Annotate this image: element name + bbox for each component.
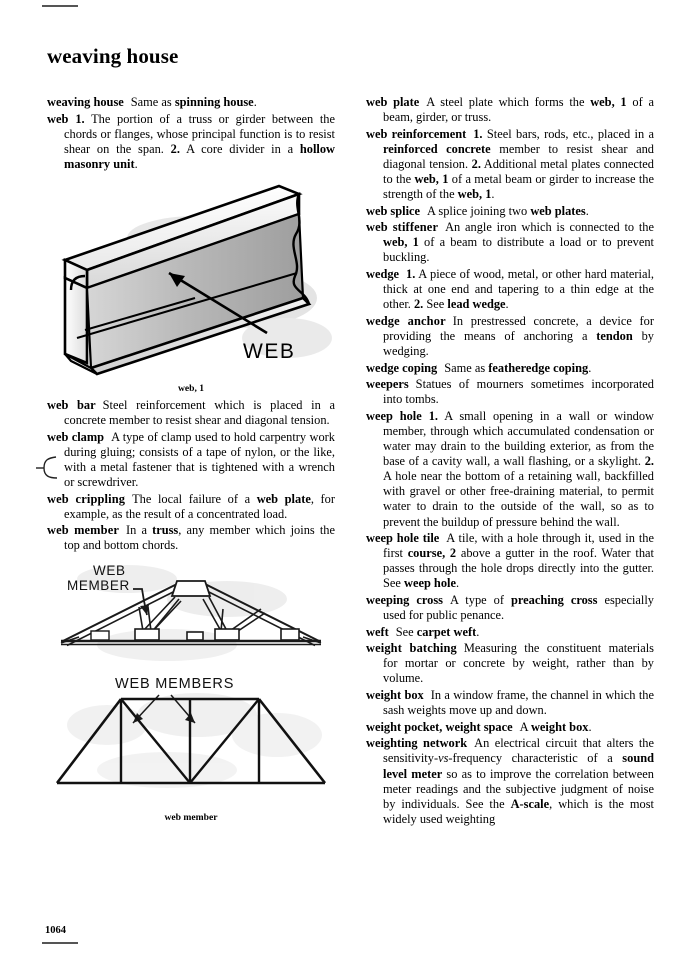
definition: An electrical circuit that alters the sensitivity-vs-frequency characteristic of a sound level meter so as to improve the correlation between meter readings and the subjective judgment of noise by individuals. See the A-scale, which is the most widely used weighting <box>383 736 655 826</box>
entry-weeping-cross <box>366 593 654 623</box>
entry-web-splice <box>366 204 654 219</box>
entry-weep-hole <box>366 409 654 530</box>
web-label: WEB <box>93 563 126 579</box>
left-column <box>47 95 335 824</box>
entry-weepers <box>366 377 654 407</box>
headword: weft <box>366 624 389 639</box>
headword: web bar <box>47 397 96 412</box>
entry-web-member <box>47 523 335 553</box>
definition: Same as spinning house. <box>130 95 257 109</box>
member-label: MEMBER <box>67 578 130 594</box>
entry-web-reinforcement <box>366 127 654 202</box>
entry-weft <box>366 625 654 640</box>
entry-web-plate <box>366 95 654 125</box>
headword: weepers <box>366 377 409 392</box>
headword: weep hole tile <box>366 531 440 546</box>
entry-web-clamp <box>47 430 335 490</box>
definition: See carpet weft. <box>395 624 480 639</box>
entry-web-crippling <box>47 492 335 522</box>
roof-truss-drawing <box>47 559 335 667</box>
crop-mark-bottom <box>42 942 78 944</box>
headword: weighting network <box>366 736 468 751</box>
definition: An angle iron which is connected to the web, 1 of a beam to distribute a load or to prevent buckling. <box>383 220 655 265</box>
channel-beam-drawing <box>47 178 335 378</box>
entry-web-stiffener <box>366 220 654 265</box>
definition: 1. A small opening in a wall or window member, through which accumulated condensation or water may drain to the building exterior, as from the base of a cavity wall, a wall flashing, or a skylight. 2. A hole near the bottom of a retaining wall, backfilled with gravel or other free-draining material, to permit water to drain to the outside of the wall, so as to prevent the buildup of pressure behind the wall. <box>383 408 654 529</box>
figure-flat-truss <box>47 675 335 824</box>
headword: web <box>47 111 69 126</box>
entry-weight-batching <box>366 641 654 686</box>
entry-weight-box <box>366 688 654 718</box>
figure-caption: web member <box>164 812 218 824</box>
headword: wedge <box>366 267 400 282</box>
entry-weep-hole-tile <box>366 531 654 591</box>
headword: web stiffener <box>366 220 439 235</box>
definition: A steel plate which forms the web, 1 of a beam, girder, or truss. <box>383 95 654 125</box>
entry-wedge <box>366 267 654 312</box>
headword: web clamp <box>47 429 105 444</box>
headword: web crippling <box>47 491 126 506</box>
headword: web reinforcement <box>366 126 467 141</box>
headword: weeping cross <box>366 593 444 607</box>
entry-weaving-house <box>47 95 335 110</box>
entry-web <box>47 112 335 172</box>
definition: 1. A piece of wood, metal, or other hard material, thick at one end and tapering to a thin edge at the other. 2. See lead wedge. <box>383 267 654 312</box>
web-members-label: WEB MEMBERS <box>115 676 235 693</box>
definition: Measuring the constituent materials for mortar or concrete by weight, rather than by volume. <box>383 641 654 686</box>
page-title: weaving house <box>47 44 179 68</box>
entry-wedge-coping <box>366 361 654 376</box>
definition: In a window frame, the channel in which the sash weights move up and down. <box>383 688 654 718</box>
headword: wedge coping <box>366 360 438 375</box>
definition: A splice joining two web plates. <box>427 203 589 218</box>
definition: 1. Steel bars, rods, etc., placed in a reinforced concrete member to resist shear and diagonal tension. 2. Additional metal plates connected to the web, 1 of a metal beam or girder to increase the strength of the web, 1. <box>383 126 654 202</box>
crop-mark-top <box>42 5 78 7</box>
headword: weight box <box>366 688 424 703</box>
headword: weight pocket, weight space <box>366 719 513 734</box>
definition: Same as featheredge coping. <box>444 360 592 375</box>
figure-web-1 <box>47 178 335 394</box>
headword: weep hole <box>366 408 422 423</box>
headword: web plate <box>366 95 420 109</box>
headword: weight batching <box>366 641 457 656</box>
figure-caption: web, 1 <box>177 382 205 394</box>
headword: web member <box>47 523 119 538</box>
definition: In a truss, any member which joins the top and bottom chords. <box>64 523 335 553</box>
definition: A tile, with a hole through it, used in the first course, 2 above a gutter in the roof. Water that passes through the hole drops directly into the gutter. See weep hole. <box>383 531 654 591</box>
flat-truss-drawing <box>47 675 335 807</box>
entry-weight-pocket <box>366 720 654 735</box>
definition: Statues of mourners sometimes incorporated into tombs. <box>383 377 654 407</box>
entry-wedge-anchor <box>366 314 654 359</box>
page-number: 1064 <box>45 925 66 936</box>
figure-roof-truss <box>47 559 335 669</box>
definition: 1. The portion of a truss or girder between the chords or flanges, whose principal function is to resist shear on the span. 2. A core divider in a hollow masonry unit. <box>64 111 335 171</box>
right-column <box>366 95 654 828</box>
definition: A weight box. <box>519 719 592 734</box>
definition: A type of clamp used to hold carpentry work during gluing; consists of a tape of nylon, or the like, with a metal fastener that is tightened with a wrench or screwdriver. <box>64 429 335 489</box>
entry-weighting-network <box>366 736 654 827</box>
scan-noise <box>67 693 322 788</box>
definition: In prestressed concrete, a device for providing the means of anchoring a tendon by wedging. <box>383 313 654 358</box>
headword: wedge anchor <box>366 313 446 328</box>
definition: Steel reinforcement which is placed in a concrete member to resist shear and diagonal tension. <box>64 397 335 428</box>
web-label: WEB <box>243 339 296 363</box>
headword: web splice <box>366 203 421 218</box>
entry-web-bar <box>47 398 335 428</box>
definition: The local failure of a web plate, for example, as the result of a concentrated load. <box>64 491 335 521</box>
definition: A type of preaching cross especially used for public penance. <box>383 593 654 623</box>
headword: weaving house <box>47 95 124 109</box>
